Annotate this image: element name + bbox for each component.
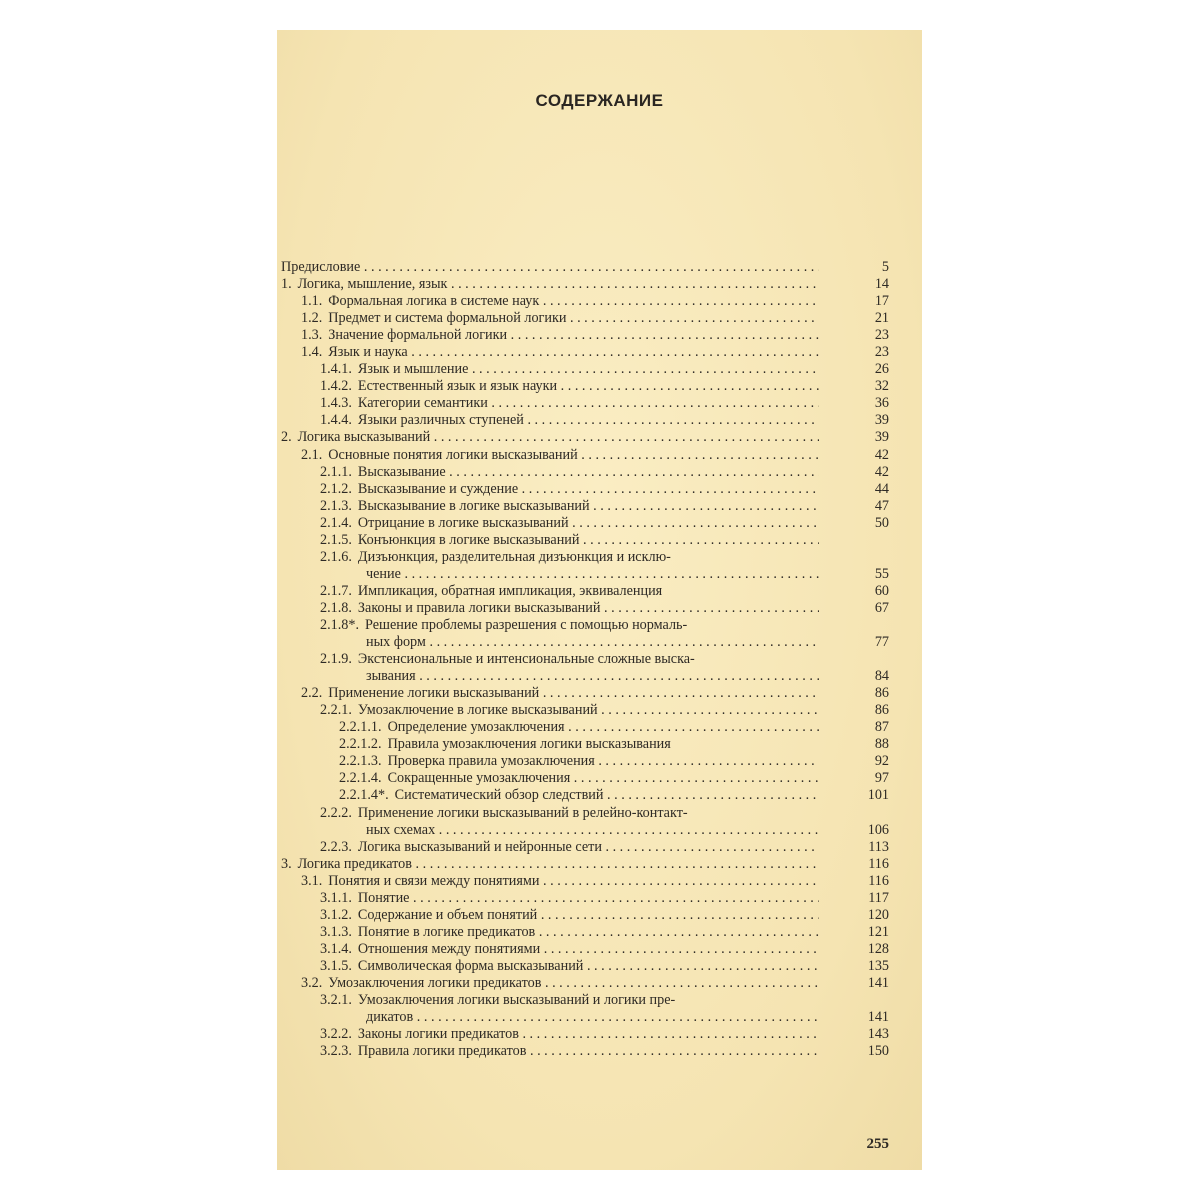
toc-page-number: 135 <box>867 957 889 974</box>
toc-entry-number: 3.2.1. <box>320 992 352 1009</box>
toc-entry-text <box>320 702 819 719</box>
toc-page-number: 141 <box>867 1009 889 1026</box>
toc-entry-number: 1.4.2. <box>320 378 352 395</box>
toc-entry-number: 1.2. <box>301 310 323 327</box>
toc-entry-number: 3. <box>281 855 292 872</box>
toc-entry-title: Предисловие <box>281 259 361 275</box>
toc-entry-title: Понятие в логике предикатов <box>357 923 536 940</box>
toc-entry-title: Импликация, обратная импликация, эквиваленция <box>357 582 663 599</box>
toc-entry-title: Символическая форма высказываний <box>357 957 584 974</box>
toc-entry <box>281 259 889 276</box>
toc-entry-number: 2.2. <box>301 685 323 702</box>
toc-page-number: 120 <box>867 906 889 923</box>
toc-entry-number: 3.1.2. <box>320 906 352 923</box>
toc-page-number: 106 <box>867 821 889 838</box>
toc-entry-title: Умозаключения логики высказываний и логики пре- <box>357 992 676 1009</box>
toc-entry <box>281 515 889 532</box>
toc-entry-number: 2.2.1.3. <box>339 753 382 770</box>
toc-entry-number: 2.2.1.4. <box>339 770 382 787</box>
toc-entry-title: Язык и наука <box>328 344 408 361</box>
toc-entry-number: 1.1. <box>301 293 323 310</box>
toc-entry-title: Систематический обзор следствий <box>394 787 604 804</box>
toc-entry-title: Экстенсиональные и интенсиональные сложные выска- <box>357 651 695 668</box>
toc-page-number: 55 <box>874 565 889 582</box>
toc-entry <box>281 770 889 787</box>
toc-page-number: 88 <box>874 736 889 753</box>
page-folio: 255 <box>866 1136 889 1152</box>
toc-entry-title: Логика предикатов <box>297 855 412 872</box>
toc-entry <box>281 856 889 873</box>
toc-entry-title: Умозаключения логики предикатов <box>328 974 542 991</box>
toc-page-number: 101 <box>867 787 889 804</box>
toc-entry-title: ных форм <box>366 634 426 651</box>
toc-entry-title: Высказывание <box>357 463 446 480</box>
toc-entry-text <box>320 805 819 822</box>
toc-entry-text <box>301 685 819 702</box>
toc-entry <box>281 464 889 481</box>
toc-entry <box>281 822 889 839</box>
toc-entry <box>281 805 889 822</box>
toc-entry <box>281 276 889 293</box>
toc-entry-text <box>339 787 819 804</box>
toc-entry-number: 1.4.3. <box>320 395 352 412</box>
toc-entry-text <box>281 259 819 276</box>
toc-entry-title: Языки различных ступеней <box>357 412 524 429</box>
toc-entry <box>281 839 889 856</box>
toc-entry-number: 2.2.1.1. <box>339 719 382 736</box>
toc-page-number: 87 <box>874 719 889 736</box>
toc-entry <box>281 992 889 1009</box>
toc-entry-text <box>320 549 819 566</box>
toc-entry-title: Определение умозаключения <box>387 719 565 736</box>
toc-page-number: 141 <box>867 974 889 991</box>
toc-entry-title: Категории семантики <box>357 395 488 412</box>
toc-entry-title: Применение логики высказываний в релейно-контакт- <box>357 804 688 821</box>
toc-entry-title: Законы логики предикатов <box>357 1026 519 1043</box>
toc-entry-text <box>320 958 819 975</box>
toc-entry-title: Основные понятия логики высказываний <box>328 446 578 463</box>
toc-entry-text <box>281 276 819 293</box>
toc-entry <box>281 924 889 941</box>
toc-page-number: 47 <box>874 497 889 514</box>
toc-page-number: 86 <box>874 685 889 702</box>
toc-entry-title: Проверка правила умозаключения <box>387 753 595 770</box>
toc-entry-title: Логика высказываний и нейронные сети <box>357 838 602 855</box>
toc-entry-text <box>366 822 819 839</box>
toc-entry-text <box>320 464 819 481</box>
toc-entry-title: Естественный язык и язык науки <box>357 378 558 395</box>
toc-entry <box>281 685 889 702</box>
toc-entry-text <box>320 515 819 532</box>
toc-page-number: 14 <box>874 276 889 293</box>
toc-entry <box>281 310 889 327</box>
toc-entry-title: зывания <box>366 668 416 685</box>
toc-entry-title: Законы и правила логики высказываний <box>357 599 601 616</box>
toc-entry-title: Предмет и система формальной логики <box>328 310 567 327</box>
toc-entry-number: 1.4.1. <box>320 361 352 378</box>
toc-entry <box>281 668 889 685</box>
toc-entry <box>281 361 889 378</box>
toc-entry <box>281 327 889 344</box>
toc-entry <box>281 293 889 310</box>
toc-entry-title: Формальная логика в системе наук <box>328 293 540 310</box>
toc-entry-number: 1.4.4. <box>320 412 352 429</box>
toc-entry-number: 2.1.2. <box>320 480 352 497</box>
toc-entry-title: Конъюнкция в логике высказываний <box>357 531 580 548</box>
toc-entry-text <box>281 429 819 446</box>
toc-entry-text <box>366 566 819 583</box>
toc-entry-text <box>320 890 819 907</box>
toc-entry-title: Отношения между понятиями <box>357 940 541 957</box>
toc-entry-title: Значение формальной логики <box>328 327 508 344</box>
toc-entry <box>281 583 889 600</box>
toc-entry <box>281 566 889 583</box>
toc-entry <box>281 634 889 651</box>
toc-entry-text <box>301 293 819 310</box>
toc-entry-number: 3.2.2. <box>320 1026 352 1043</box>
toc-entry-text <box>339 719 819 736</box>
toc-entry <box>281 753 889 770</box>
toc-entry <box>281 600 889 617</box>
toc-entry <box>281 378 889 395</box>
toc-entry <box>281 975 889 992</box>
toc-entry-number: 2.1.7. <box>320 582 352 599</box>
toc-entry-title: Высказывание в логике высказываний <box>357 497 590 514</box>
toc-entry <box>281 873 889 890</box>
toc-entry <box>281 532 889 549</box>
toc-page-number: 150 <box>867 1043 889 1060</box>
toc-entry-title: Логика, мышление, язык <box>297 276 448 293</box>
toc-entry <box>281 787 889 804</box>
toc-entry-text <box>301 873 819 890</box>
toc-page-number: 84 <box>874 668 889 685</box>
toc-page-number: 92 <box>874 753 889 770</box>
toc-entry-text <box>320 907 819 924</box>
toc-entry-title: Сокращенные умозаключения <box>387 770 571 787</box>
toc-entry-title: Отрицание в логике высказываний <box>357 514 569 531</box>
toc-entry-text <box>320 412 819 429</box>
toc-entry-text <box>301 975 819 992</box>
toc-entry-text <box>320 1026 819 1043</box>
toc-page-number: 121 <box>867 923 889 940</box>
toc-entry-number: 3.2. <box>301 974 323 991</box>
toc-entry-text <box>281 856 819 873</box>
toc-entry-number: 1.3. <box>301 327 323 344</box>
toc-entry <box>281 651 889 668</box>
book-page <box>277 30 922 1170</box>
toc-entry <box>281 412 889 429</box>
toc-entry-title: Решение проблемы разрешения с помощью нормаль- <box>365 616 688 633</box>
toc-entry <box>281 549 889 566</box>
toc-entry <box>281 702 889 719</box>
toc-entry-title: Применение логики высказываний <box>328 685 540 702</box>
toc-entry-text <box>320 395 819 412</box>
toc-page-number: 17 <box>874 293 889 310</box>
toc-entry-title: Понятие <box>357 889 410 906</box>
toc-page-number: 26 <box>874 361 889 378</box>
toc-entry <box>281 719 889 736</box>
toc-entry-title: Содержание и объем понятий <box>357 906 538 923</box>
toc-entry-text <box>320 617 819 634</box>
toc-page-number: 116 <box>868 855 889 872</box>
toc-entry-number: 2.1.4. <box>320 514 352 531</box>
toc-entry-text <box>320 839 819 856</box>
toc-entry-number: 2. <box>281 429 292 446</box>
toc-entry-text <box>339 770 819 787</box>
toc-entry-text <box>366 668 819 685</box>
toc-entry-text <box>320 481 819 498</box>
toc-entry-number: 2.2.3. <box>320 838 352 855</box>
toc-page-number: 44 <box>874 480 889 497</box>
toc-entry-number: 2.1. <box>301 446 323 463</box>
toc-page-number: 42 <box>874 463 889 480</box>
toc-entry-number: 3.1. <box>301 872 323 889</box>
toc-entry-text <box>320 992 819 1009</box>
toc-page-number: 50 <box>874 514 889 531</box>
toc-entry-number: 3.1.4. <box>320 940 352 957</box>
toc-entry-number: 3.1.3. <box>320 923 352 940</box>
toc-entry <box>281 498 889 515</box>
toc-entry-title: Правила логики предикатов <box>357 1043 527 1060</box>
toc-entry <box>281 736 889 753</box>
toc-entry-text <box>301 327 819 344</box>
toc-page-number: 86 <box>874 702 889 719</box>
toc-entry-number: 2.1.8*. <box>320 616 360 633</box>
toc-page-number: 23 <box>874 344 889 361</box>
toc-page-number: 128 <box>867 940 889 957</box>
toc-entry-number: 1. <box>281 276 292 293</box>
toc-page-number: 116 <box>868 872 889 889</box>
toc-page-number: 32 <box>874 378 889 395</box>
toc-entry-text <box>320 924 819 941</box>
toc-entry-text <box>320 361 819 378</box>
toc-page-number: 77 <box>874 634 889 651</box>
toc-page-number: 39 <box>874 412 889 429</box>
toc-entry-text <box>320 532 819 549</box>
toc-entry <box>281 1009 889 1026</box>
toc-entry-text <box>320 1043 819 1060</box>
toc-entry-number: 2.1.5. <box>320 531 352 548</box>
toc-entry <box>281 395 889 412</box>
toc-entry-number: 2.1.1. <box>320 463 352 480</box>
toc-entry-title: ных схемах <box>366 821 436 838</box>
toc-entry <box>281 941 889 958</box>
toc-entry-title: Дизъюнкция, разделительная дизъюнкция и исклю- <box>357 548 671 565</box>
toc-entry-title: Высказывание и суждение <box>357 480 519 497</box>
toc-page-number: 113 <box>868 838 889 855</box>
toc-entry <box>281 907 889 924</box>
toc-page-number: 143 <box>867 1026 889 1043</box>
toc-entry-title: Логика высказываний <box>297 429 431 446</box>
toc-entry-title: Понятия и связи между понятиями <box>328 872 540 889</box>
toc-entry <box>281 481 889 498</box>
toc-entry <box>281 1043 889 1060</box>
toc-entry-number: 2.1.6. <box>320 548 352 565</box>
toc-entry-text <box>339 753 819 770</box>
toc-page-number: 39 <box>874 429 889 446</box>
toc-page-number: 5 <box>881 259 889 275</box>
toc-page-number: 117 <box>868 889 889 906</box>
toc-entry-text <box>301 344 819 361</box>
toc-entry-text <box>301 447 819 464</box>
toc-entry-number: 2.2.1.4*. <box>339 787 389 804</box>
toc-entry-text <box>301 310 819 327</box>
toc-entry-number: 2.2.1.2. <box>339 736 382 753</box>
toc-entry <box>281 447 889 464</box>
toc-entry-text <box>320 583 819 600</box>
page-title: СОДЕРЖАНИЕ <box>535 91 664 110</box>
toc-entry-number: 3.1.1. <box>320 889 352 906</box>
toc-page-number: 60 <box>874 582 889 599</box>
toc-entry <box>281 958 889 975</box>
toc-page-number: 23 <box>874 327 889 344</box>
toc-page-number: 21 <box>874 310 889 327</box>
toc-entry-number: 1.4. <box>301 344 323 361</box>
toc-entry-text <box>320 498 819 515</box>
toc-entry-text <box>320 651 819 668</box>
toc-entry-text <box>320 600 819 617</box>
toc-entry-number: 2.2.2. <box>320 804 352 821</box>
toc-entry-number: 2.2.1. <box>320 702 352 719</box>
toc-entry-title: чение <box>366 565 401 582</box>
toc-page-number: 42 <box>874 446 889 463</box>
toc-entry-title: дикатов <box>366 1009 414 1026</box>
toc-entry <box>281 1026 889 1043</box>
table-of-contents <box>281 259 889 1060</box>
toc-entry-number: 2.1.3. <box>320 497 352 514</box>
toc-entry-title: Язык и мышление <box>357 361 469 378</box>
toc-entry-text <box>366 1009 819 1026</box>
toc-entry-number: 3.2.3. <box>320 1043 352 1060</box>
toc-entry-title: Правила умозаключения логики высказывания <box>387 736 671 753</box>
toc-page-number: 67 <box>874 599 889 616</box>
toc-page-number: 97 <box>874 770 889 787</box>
toc-entry-text <box>320 941 819 958</box>
toc-entry <box>281 890 889 907</box>
toc-entry <box>281 344 889 361</box>
toc-entry-text <box>320 378 819 395</box>
toc-entry <box>281 429 889 446</box>
toc-entry-text <box>339 736 819 753</box>
toc-entry-number: 2.1.9. <box>320 651 352 668</box>
toc-page-number: 36 <box>874 395 889 412</box>
toc-entry-text <box>366 634 819 651</box>
toc-entry-number: 2.1.8. <box>320 599 352 616</box>
toc-entry-number: 3.1.5. <box>320 957 352 974</box>
toc-entry <box>281 617 889 634</box>
toc-entry-title: Умозаключение в логике высказываний <box>357 702 598 719</box>
